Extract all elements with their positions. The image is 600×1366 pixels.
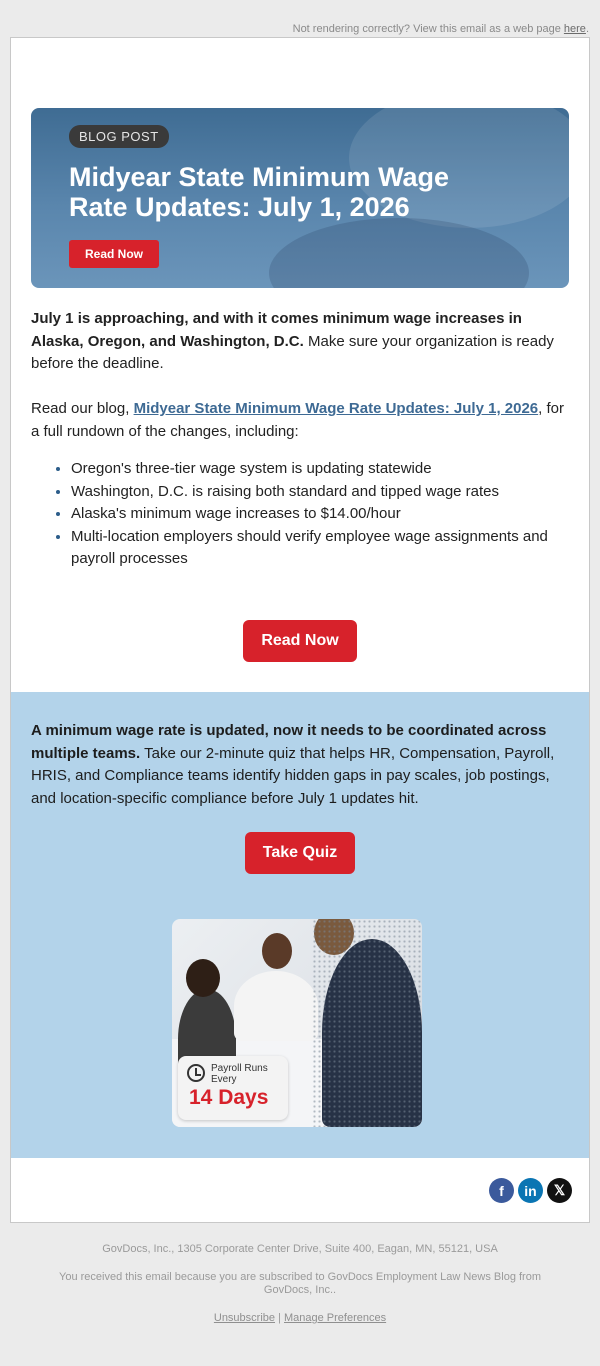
preheader-trail: .	[585, 23, 589, 35]
clock-history-icon	[187, 1064, 205, 1082]
manage-preferences-link[interactable]: Manage Preferences	[284, 1312, 387, 1324]
quiz-rest: Take our 2-minute quiz that helps HR, Compensation, Payroll, HRIS, and Compliance teams identify hidden gaps in pay scales, job postings, and location-specific compliance before July 1 updates hit.	[31, 744, 555, 807]
photo-dot-overlay	[312, 919, 422, 1127]
preheader	[293, 23, 589, 35]
stat-label-line2: Every	[211, 1074, 237, 1085]
take-quiz-button[interactable]: Take Quiz	[245, 832, 355, 874]
web-view-link[interactable]: here	[563, 23, 586, 35]
linkedin-icon[interactable]: in	[518, 1178, 543, 1203]
social-links	[489, 1178, 572, 1203]
payroll-stat-card	[178, 1056, 288, 1120]
stat-label-line1: Payroll Runs	[211, 1063, 268, 1074]
stat-value: 14 Days	[189, 1086, 269, 1109]
x-twitter-icon[interactable]: 𝕏	[547, 1178, 572, 1203]
hero-read-now-button[interactable]: Read Now	[69, 240, 159, 268]
list-item: • Oregon's three-tier wage system is updating statewide	[71, 458, 591, 481]
footer-links	[50, 1312, 550, 1325]
blog-post-badge: BLOG POST	[69, 125, 169, 148]
preheader-text: Not rendering correctly? View this email as a web page	[292, 23, 564, 35]
quiz-section	[11, 692, 589, 1158]
promo-image[interactable]	[172, 919, 422, 1127]
stat-label	[211, 1063, 268, 1085]
email-card	[10, 37, 590, 1223]
hero-bg-shape	[269, 218, 529, 288]
photo-person-head	[262, 933, 292, 969]
read-now-button[interactable]: Read Now	[243, 620, 357, 662]
quiz-paragraph	[31, 720, 566, 810]
facebook-icon[interactable]: f	[489, 1178, 514, 1203]
intro-rest: Make sure your organization is ready before the deadline.	[31, 332, 554, 372]
photo-person-head	[186, 959, 220, 997]
blog-prefix: Read our blog,	[31, 400, 134, 417]
changes-list	[31, 458, 591, 571]
intro-bold: July 1 is approaching, and with it comes minimum wage increases in Alaska, Oregon, and Washington, D.C.	[31, 310, 522, 350]
hero-banner[interactable]	[31, 108, 569, 288]
blog-link[interactable]: Midyear State Minimum Wage Rate Updates: July 1, 2026	[133, 400, 539, 417]
quiz-bold: A minimum wage rate is updated, now it needs to be coordinated across multiple teams.	[31, 722, 547, 762]
unsubscribe-link[interactable]: Unsubscribe	[213, 1312, 276, 1324]
footer-reason: You received this email because you are subscribed to GovDocs Employment Law News Blog from GovDocs, Inc..	[59, 1271, 541, 1296]
list-item: • Multi-location employers should verify employee wage assignments and payroll processes	[71, 526, 591, 571]
blog-suffix: , for a full rundown of the changes, including:	[31, 400, 564, 440]
hero-title: Midyear State Minimum Wage Rate Updates: July 1, 2026	[69, 162, 450, 222]
intro-paragraph	[31, 308, 566, 376]
footer-separator: |	[275, 1312, 284, 1324]
list-item: • Washington, D.C. is raising both standard and tipped wage rates	[71, 481, 591, 504]
photo-person	[234, 971, 318, 1041]
list-item: • Alaska's minimum wage increases to $14.00/hour	[71, 503, 591, 526]
footer-address: GovDocs, Inc., 1305 Corporate Center Drive, Suite 400, Eagan, MN, 55121, USA	[102, 1243, 498, 1255]
blog-paragraph	[31, 398, 571, 443]
